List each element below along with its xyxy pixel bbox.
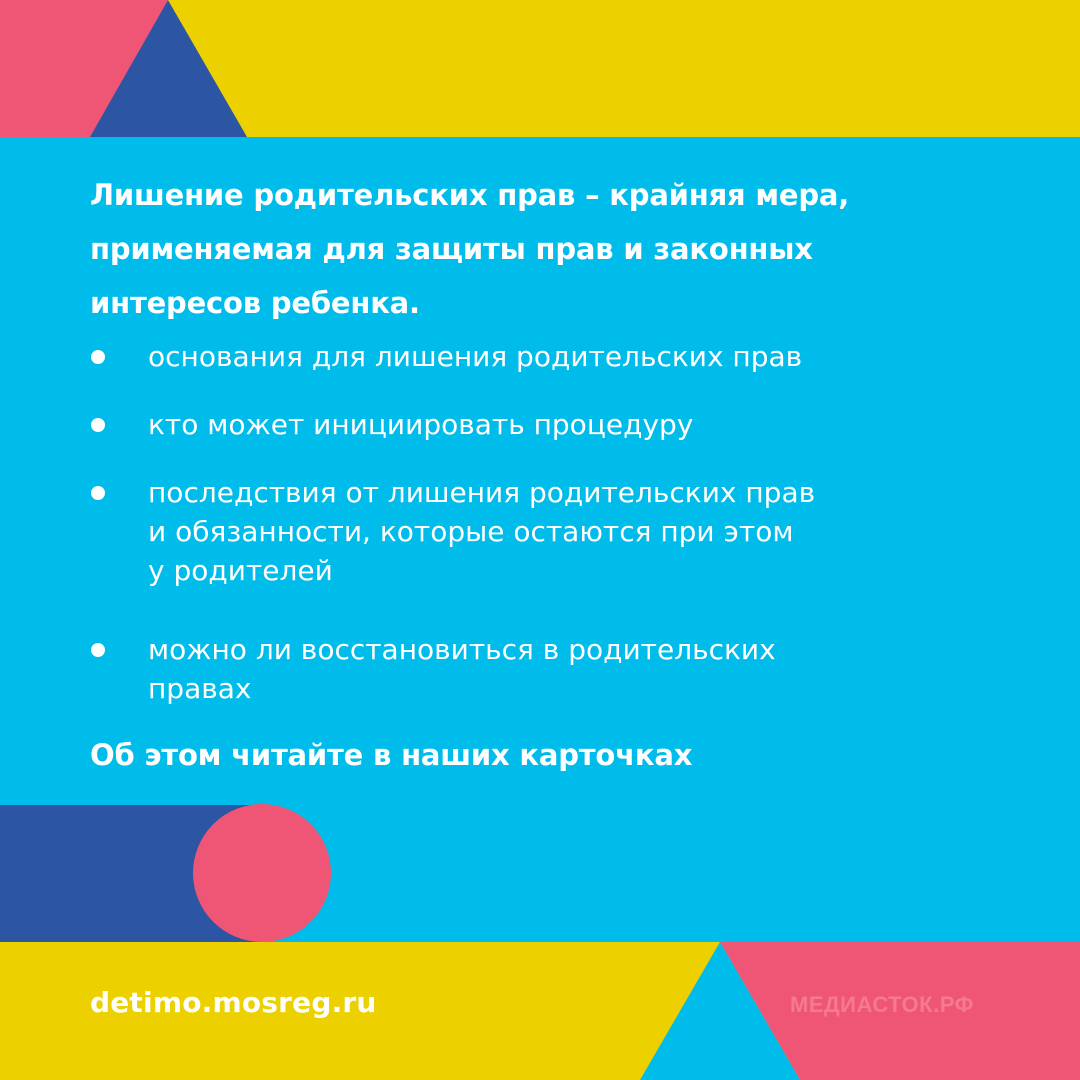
- bullet-dot-icon: [91, 418, 105, 432]
- bullet-dot-icon: [91, 350, 105, 364]
- list-item: [90, 405, 990, 444]
- bullet-list: [90, 337, 990, 708]
- list-item: [90, 630, 990, 708]
- site-url: detimo.mosreg.ru: [90, 986, 377, 1019]
- bullet-text: кто может инициировать процедуру: [148, 408, 694, 441]
- bullet-text: основания для лишения родительских прав: [148, 340, 803, 373]
- list-item: [90, 473, 990, 590]
- closing-text: Об этом читайте в наших карточках: [90, 738, 693, 772]
- bullet-dot-icon: [91, 643, 105, 657]
- headline: Лишение родительских прав – крайняя мера, применяемая для защиты прав и законных интересов ребенка.: [90, 178, 850, 320]
- bullet-text: последствия от лишения родительских прав и обязанности, которые остаются при этом у родителей: [148, 476, 816, 587]
- bullet-dot-icon: [91, 486, 105, 500]
- pink-circle: [193, 804, 331, 942]
- brand-logo-text: МЕДИАСТОК.РФ: [790, 992, 974, 1017]
- bullet-text: можно ли восстановиться в родительских правах: [148, 633, 776, 705]
- list-item: [90, 337, 990, 376]
